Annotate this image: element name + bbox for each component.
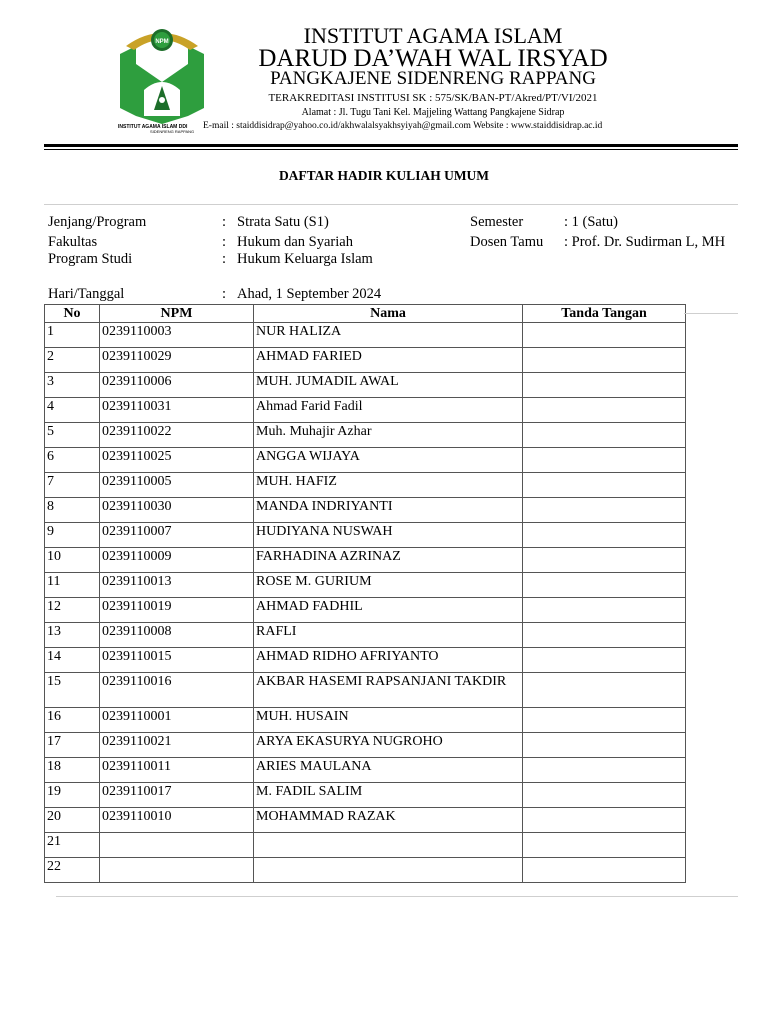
cell-no: 19 xyxy=(45,783,100,808)
cell-tanda-tangan xyxy=(523,323,686,348)
table-row xyxy=(45,708,686,733)
cell-no: 6 xyxy=(45,448,100,473)
cell-no: 11 xyxy=(45,573,100,598)
table-row xyxy=(45,598,686,623)
cell-no: 18 xyxy=(45,758,100,783)
cell-no: 20 xyxy=(45,808,100,833)
cell-tanda-tangan xyxy=(523,473,686,498)
cell-npm: 0239110022 xyxy=(100,423,254,448)
cell-nama: MUH. HUSAIN xyxy=(254,708,523,733)
cell-nama: M. FADIL SALIM xyxy=(254,783,523,808)
cell-npm xyxy=(100,858,254,883)
document-title: DAFTAR HADIR KULIAH UMUM xyxy=(278,168,490,183)
logo-badge-text: NPM xyxy=(155,39,169,45)
table-row xyxy=(45,758,686,783)
cell-nama: MOHAMMAD RAZAK xyxy=(254,808,523,833)
cell-nama xyxy=(254,833,523,858)
cell-tanda-tangan xyxy=(523,858,686,883)
dosen-label: Dosen Tamu xyxy=(470,234,544,250)
table-row xyxy=(45,323,686,348)
cell-nama: Ahmad Farid Fadil xyxy=(254,398,523,423)
cell-no: 3 xyxy=(45,373,100,398)
cell-tanda-tangan xyxy=(523,708,686,733)
table-row xyxy=(45,548,686,573)
cell-npm: 0239110029 xyxy=(100,348,254,373)
cell-npm: 0239110011 xyxy=(100,758,254,783)
header-address: Alamat : Jl. Tugu Tani Kel. Majjeling Wattang Pangkajene Sidrap xyxy=(301,107,565,118)
cell-no: 12 xyxy=(45,598,100,623)
header-accreditation: TERAKREDITASI INSTITUSI SK : 575/SK/BAN-PT/Akred/PT/VI/2021 xyxy=(268,92,598,104)
cell-npm: 0239110009 xyxy=(100,548,254,573)
cell-no: 1 xyxy=(45,323,100,348)
cell-tanda-tangan xyxy=(523,758,686,783)
cell-tanda-tangan xyxy=(523,373,686,398)
cell-npm: 0239110013 xyxy=(100,573,254,598)
cell-nama: MUH. JUMADIL AWAL xyxy=(254,373,523,398)
cell-nama: Muh. Muhajir Azhar xyxy=(254,423,523,448)
cell-npm: 0239110030 xyxy=(100,498,254,523)
cell-no: 5 xyxy=(45,423,100,448)
cell-nama: HUDIYANA NUSWAH xyxy=(254,523,523,548)
cell-npm: 0239110001 xyxy=(100,708,254,733)
cell-no: 2 xyxy=(45,348,100,373)
cell-npm: 0239110016 xyxy=(100,673,254,708)
footer-separator xyxy=(56,896,738,897)
table-row xyxy=(45,833,686,858)
header-institute-line2: DARUD DA’WAH WAL IRSYAD xyxy=(258,45,608,72)
table-row xyxy=(45,498,686,523)
cell-npm xyxy=(100,833,254,858)
attendance-table xyxy=(44,304,686,883)
cell-tanda-tangan xyxy=(523,623,686,648)
institute-logo xyxy=(118,24,206,128)
cell-tanda-tangan xyxy=(523,733,686,758)
dosen-value: : Prof. Dr. Sudirman L, MH xyxy=(564,234,726,250)
cell-tanda-tangan xyxy=(523,573,686,598)
table-row xyxy=(45,473,686,498)
header-rule-extension xyxy=(684,313,738,314)
table-row xyxy=(45,858,686,883)
cell-nama: ROSE M. GURIUM xyxy=(254,573,523,598)
cell-npm: 0239110003 xyxy=(100,323,254,348)
table-header-row xyxy=(45,305,686,323)
attendance-table-body xyxy=(45,323,686,883)
cell-npm: 0239110019 xyxy=(100,598,254,623)
semester-label: Semester xyxy=(470,214,524,230)
prodi-label: Program Studi xyxy=(48,251,133,267)
prodi-value: Hukum Keluarga Islam xyxy=(237,251,373,267)
cell-npm: 0239110008 xyxy=(100,623,254,648)
jenjang-label: Jenjang/Program xyxy=(48,214,147,230)
cell-tanda-tangan xyxy=(523,808,686,833)
cell-nama: MANDA INDRIYANTI xyxy=(254,498,523,523)
jenjang-colon: : xyxy=(222,214,227,230)
cell-npm: 0239110017 xyxy=(100,783,254,808)
cell-npm: 0239110006 xyxy=(100,373,254,398)
cell-nama: RAFLI xyxy=(254,623,523,648)
cell-nama: FARHADINA AZRINAZ xyxy=(254,548,523,573)
cell-nama: MUH. HAFIZ xyxy=(254,473,523,498)
cell-npm: 0239110031 xyxy=(100,398,254,423)
tanggal-colon: : xyxy=(222,286,227,302)
section-separator xyxy=(44,204,738,205)
table-row xyxy=(45,623,686,648)
cell-no: 9 xyxy=(45,523,100,548)
cell-nama: NUR HALIZA xyxy=(254,323,523,348)
cell-no: 4 xyxy=(45,398,100,423)
table-row xyxy=(45,398,686,423)
cell-no: 14 xyxy=(45,648,100,673)
table-row xyxy=(45,673,686,708)
cell-tanda-tangan xyxy=(523,783,686,808)
jenjang-value: Strata Satu (S1) xyxy=(237,214,329,230)
cell-no: 15 xyxy=(45,673,100,708)
header-npm: NPM xyxy=(100,305,254,323)
cell-nama: AHMAD RIDHO AFRIYANTO xyxy=(254,648,523,673)
cell-nama: ANGGA WIJAYA xyxy=(254,448,523,473)
cell-tanda-tangan xyxy=(523,348,686,373)
cell-tanda-tangan xyxy=(523,598,686,623)
cell-no: 22 xyxy=(45,858,100,883)
cell-tanda-tangan xyxy=(523,448,686,473)
table-row xyxy=(45,783,686,808)
cell-nama: AKBAR HASEMI RAPSANJANI TAKDIR xyxy=(254,673,523,708)
cell-tanda-tangan xyxy=(523,398,686,423)
cell-no: 17 xyxy=(45,733,100,758)
table-row xyxy=(45,808,686,833)
cell-npm: 0239110021 xyxy=(100,733,254,758)
cell-tanda-tangan xyxy=(523,498,686,523)
header-nama: Nama xyxy=(254,305,523,323)
cell-tanda-tangan xyxy=(523,833,686,858)
cell-nama: AHMAD FARIED xyxy=(254,348,523,373)
cell-no: 8 xyxy=(45,498,100,523)
cell-tanda-tangan xyxy=(523,673,686,708)
header-rule-thin xyxy=(44,149,738,150)
cell-no: 10 xyxy=(45,548,100,573)
table-row xyxy=(45,648,686,673)
cell-nama: ARYA EKASURYA NUGROHO xyxy=(254,733,523,758)
cell-npm: 0239110007 xyxy=(100,523,254,548)
cell-no: 21 xyxy=(45,833,100,858)
cell-npm: 0239110015 xyxy=(100,648,254,673)
header-no: No xyxy=(45,305,100,323)
tanggal-label: Hari/Tanggal xyxy=(48,286,125,302)
header-tanda-tangan: Tanda Tangan xyxy=(523,305,686,323)
semester-value: : 1 (Satu) xyxy=(564,214,618,230)
header-institute-line3: PANGKAJENE SIDENRENG RAPPANG xyxy=(270,68,596,89)
prodi-colon: : xyxy=(222,251,227,267)
table-row xyxy=(45,573,686,598)
header-contact: E-mail : staiddisidrap@yahoo.co.id/akhwalalsyakhsyiyah@gmail.com Website : www.staiddisidrap.ac.id xyxy=(203,121,603,131)
table-row xyxy=(45,348,686,373)
fakultas-colon: : xyxy=(222,234,227,250)
cell-no: 7 xyxy=(45,473,100,498)
table-row xyxy=(45,423,686,448)
cell-nama: AHMAD FADHIL xyxy=(254,598,523,623)
cell-tanda-tangan xyxy=(523,523,686,548)
fakultas-value: Hukum dan Syariah xyxy=(237,234,353,250)
tanggal-value: Ahad, 1 September 2024 xyxy=(237,286,382,302)
cell-no: 16 xyxy=(45,708,100,733)
cell-no: 13 xyxy=(45,623,100,648)
table-row xyxy=(45,448,686,473)
logo-caption-sub: SIDENRENG RAPPANG xyxy=(150,129,195,134)
cell-npm: 0239110005 xyxy=(100,473,254,498)
cell-npm: 0239110025 xyxy=(100,448,254,473)
logo-caption: INSTITUT AGAMA ISLAM DDI xyxy=(118,124,188,130)
cell-tanda-tangan xyxy=(523,648,686,673)
cell-tanda-tangan xyxy=(523,423,686,448)
cell-tanda-tangan xyxy=(523,548,686,573)
table-row xyxy=(45,523,686,548)
cell-nama: ARIES MAULANA xyxy=(254,758,523,783)
header-rule-thick xyxy=(44,144,738,147)
cell-nama xyxy=(254,858,523,883)
cell-npm: 0239110010 xyxy=(100,808,254,833)
table-row xyxy=(45,373,686,398)
table-row xyxy=(45,733,686,758)
fakultas-label: Fakultas xyxy=(48,234,98,250)
header-institute-line1: INSTITUT AGAMA ISLAM xyxy=(303,23,563,48)
